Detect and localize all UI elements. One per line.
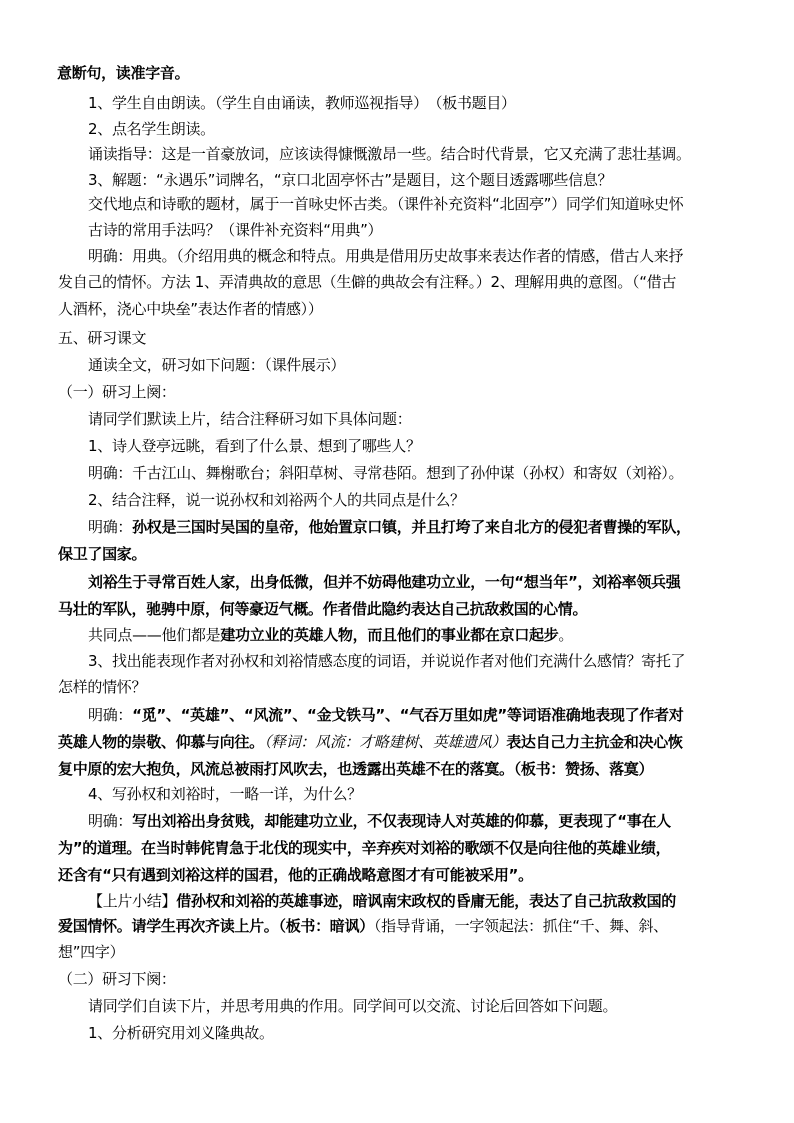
- text-span: 1、诗人登亭远眺，看到了什么景、想到了哪些人？: [88, 437, 421, 455]
- text-line: [58, 836, 670, 860]
- text-span: 2、结合注释，说一说孙权和刘裕两个人的共同点是什么？: [88, 491, 465, 509]
- text-span: 发自己的情怀。方法 1、弄清典故的意思（生僻的典故会有注释。）2、理解用典的意图。（“借古: [58, 273, 677, 291]
- text-span: 交代地点和诗歌的题材，属于一首咏史怀古类。（课件补充资料“北固亭”）同学们知道咏史怀: [88, 195, 684, 213]
- text-line: [58, 597, 587, 621]
- text-span: （一）研习上阕：: [58, 383, 176, 401]
- bold-span: 借孙权和刘裕的英雄事迹，暗讽南宋政权的昏庸无能，表达了自己抗敌救国的: [176, 892, 677, 910]
- text-span: 【上片小结】: [88, 892, 177, 910]
- text-span: 。: [558, 626, 574, 644]
- text-line: [88, 703, 683, 727]
- text-span: 诵读指导：这是一首豪放词，应该读得慷慨激昂一些。结合时代背景，它又充满了悲壮基调。: [88, 145, 691, 163]
- bold-span: 写出刘裕出身贫贱，却能建功立业，不仅表现诗人对英雄的仰慕，更表现了“事在人: [132, 812, 671, 830]
- annotation-span: （释词：风流：才略建树、英雄遗风）: [263, 733, 507, 751]
- bold-span: 保卫了国家。: [58, 545, 147, 563]
- text-line: [88, 650, 685, 672]
- text-line: [88, 889, 676, 913]
- bold-span: 孙权是三国时吴国的皇帝，他始置京口镇，并且打垮了来自北方的侵犯者曹操的军队，: [132, 518, 691, 536]
- bold-span: 复中原的宏大抱负，风流总被雨打风吹去，也透露出英雄不在的落寞。（板书：赞扬、落寞）: [58, 760, 654, 778]
- text-span: 明确：千古江山、舞榭歌台；斜阳草树、寻常巷陌。想到了孙仲谋（孙权）和寄奴（刘裕）。: [88, 464, 684, 482]
- text-span: 4、写孙权和刘裕时，一略一详，为什么？: [88, 785, 362, 803]
- text-line: [88, 1022, 274, 1044]
- text-span: （指导背诵，一字领起法：抓住“千、舞、斜、: [373, 917, 668, 935]
- text-line: [58, 542, 146, 566]
- text-line: [58, 968, 176, 990]
- text-span: 1、分析研究用刘义隆典故。: [88, 1024, 274, 1042]
- text-line: [88, 624, 573, 646]
- text-line: [88, 435, 421, 457]
- text-span: （二）研习下阕：: [58, 970, 176, 988]
- text-line: [88, 408, 411, 430]
- bold-span: 还含有“只有遇到刘裕这样的国君，他的正确战略意图才有可能被采用”。: [58, 866, 533, 884]
- text-span: 古诗的常用手法吗？（课件补充资料“用典”）: [88, 221, 383, 239]
- text-span: 人酒杯，浇心中块垒”表达作者的情感））: [58, 300, 323, 318]
- text-line: [58, 914, 668, 938]
- text-line: [58, 863, 533, 887]
- bold-span: “觅”、“英雄”、“风流”、“金戈铁马”、“气吞万里如虎”等词语准确地表现了作者对: [132, 706, 684, 724]
- text-span: 怎样的情怀？: [58, 678, 147, 696]
- bold-span: 刘裕生于寻常百姓人家，出身低微，但并不妨碍他建功立业，一句“想当年”，刘裕率领兵强: [88, 573, 681, 591]
- text-line: [88, 193, 683, 215]
- bold-span: 英雄人物的崇敬、仰慕与向往。: [58, 733, 264, 751]
- text-span: 3、解题：“永遇乐”词牌名，“京口北固亭怀古”是题目，这个题目透露哪些信息？: [88, 171, 613, 189]
- text-span: 想”四字）: [58, 943, 125, 961]
- text-line: [58, 298, 323, 320]
- text-span: 通读全文，研习如下问题：（课件展示）: [88, 356, 346, 374]
- text-span: 共同点——他们都是: [88, 626, 221, 644]
- text-line: [57, 62, 189, 84]
- bold-span: 爱国情怀。请学生再次齐读上片。（板书：暗讽）: [58, 917, 374, 935]
- text-span: 2、点名学生朗读。: [88, 120, 215, 138]
- text-line: [88, 515, 691, 539]
- text-line: [58, 271, 676, 293]
- text-span: 明确：用典。（介绍用典的概念和特点。用典是借用历史故事来表达作者的情感，借古人来抒: [88, 247, 684, 265]
- text-line: [88, 92, 516, 114]
- text-line: [88, 118, 215, 140]
- text-line: [88, 783, 362, 805]
- text-span: 请同学们默读上片，结合注释研习如下具体问题：: [88, 410, 412, 428]
- text-line: [58, 381, 176, 403]
- bold-span: 为”的道理。在当时韩侂胄急于北伐的现实中，辛弃疾对刘裕的歌颂不仅是向往他的英雄业绩，: [58, 839, 671, 857]
- bold-span: 表达自己力主抗金和决心恢: [506, 733, 683, 751]
- text-span: 五、研习课文: [58, 329, 147, 347]
- text-line: [88, 809, 671, 833]
- text-line: [58, 757, 653, 781]
- text-line: [88, 245, 683, 267]
- text-line: [88, 143, 691, 165]
- text-line: [58, 676, 146, 698]
- text-line: [88, 462, 683, 484]
- text-span: 请同学们自读下片，并思考用典的作用。同学间可以交流、讨论后回答如下问题。: [88, 997, 618, 1015]
- text-line: [88, 169, 612, 191]
- text-span: 明确：: [88, 812, 133, 830]
- bold-span: 建功立业的英雄人物，而且他们的事业都在京口起步: [220, 626, 559, 644]
- text-span: 3、找出能表现作者对孙权和刘裕情感态度的词语，并说说作者对他们充满什么感情？寄托了: [88, 652, 686, 670]
- text-line: [88, 489, 465, 511]
- text-line: [88, 354, 345, 376]
- text-span: 明确：: [88, 706, 133, 724]
- text-line: [58, 327, 146, 349]
- text-line: [88, 570, 680, 594]
- text-span: 明确：: [88, 518, 133, 536]
- bold-span: 意断句，读准字音。: [57, 64, 190, 82]
- text-line: [58, 941, 124, 963]
- text-line: [88, 219, 382, 241]
- text-span: 1、学生自由朗读。（学生自由诵读，教师巡视指导） （板书题目）: [88, 94, 516, 112]
- text-line: [58, 730, 683, 754]
- text-line: [88, 995, 617, 1017]
- bold-span: 马壮的军队，驰骋中原，何等豪迈气概。作者借此隐约表达自己抗敌救国的心情。: [58, 600, 588, 618]
